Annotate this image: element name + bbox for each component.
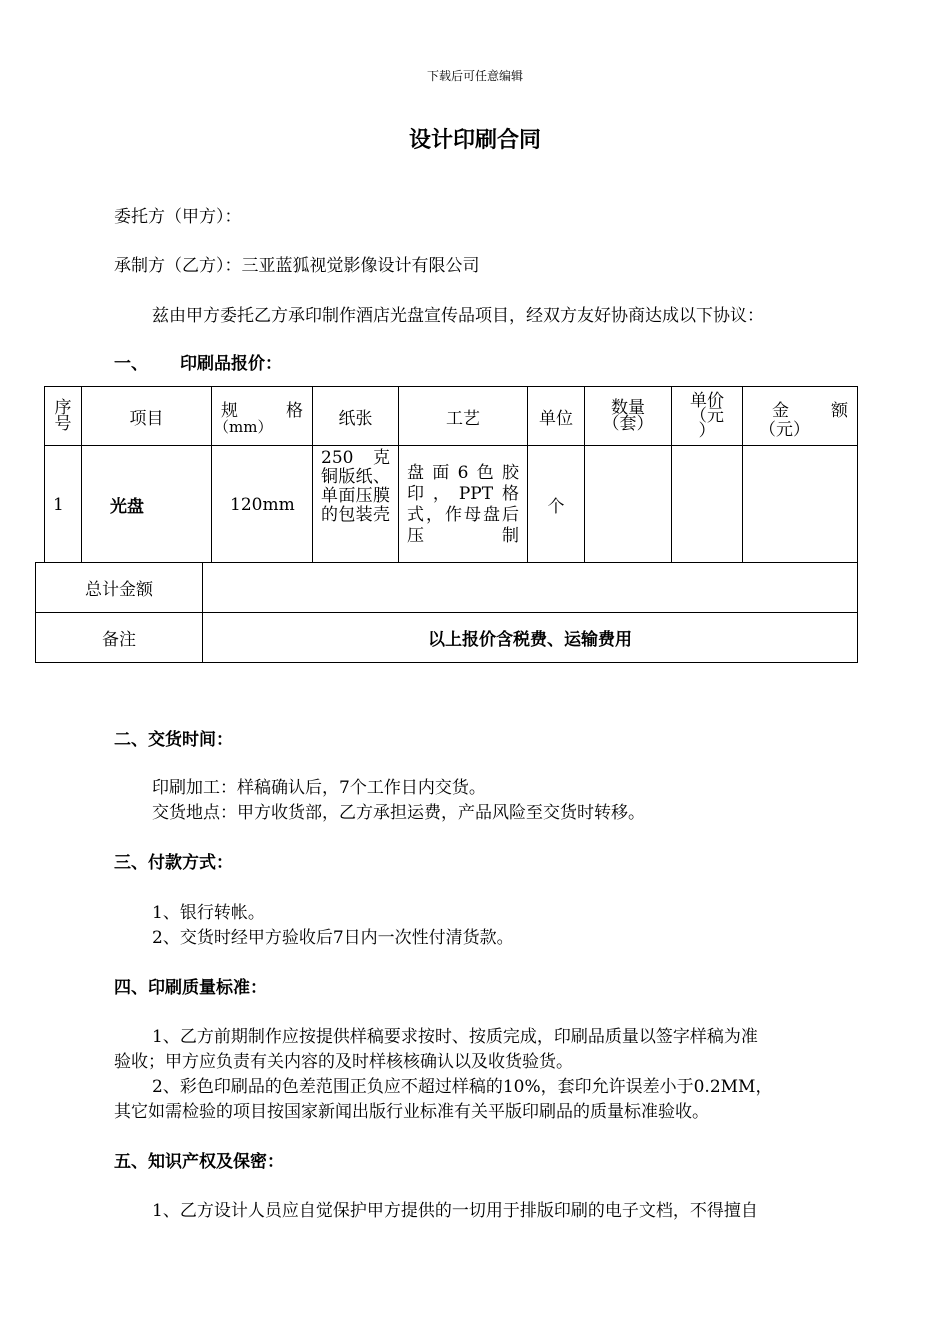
remark-label: 备注 [35,612,203,663]
header-qty [584,386,672,446]
row-craft-text: 盘面6色胶印，PPT格式，作母盘后压制 [407,463,519,546]
section3-line2: 2、交货时经甲方验收后7日内一次性付清货款。 [152,928,514,948]
section1-number: 一、 [114,354,148,374]
section1-heading [114,349,282,374]
intro-paragraph: 兹由甲方委托乙方承印制作酒店光盘宣传品项目，经双方友好协商达成以下协议： [152,306,764,326]
section4-p1-line2: 验收；甲方应负责有关内容的及时样核核确认以及收货验货。 [114,1052,573,1072]
remark-value: 以上报价含税费、运输费用 [202,612,858,663]
header-price-line1: 单价 [690,390,724,411]
row-paper-text: 250 克铜版纸、单面压膜的包装壳 [321,448,390,525]
header-note: 下载后可任意编辑 [426,69,523,83]
row-craft [398,445,528,563]
header-seq-line2: 号 [54,414,72,434]
header-spec-a: 规 [221,401,238,421]
header-paper: 纸张 [312,386,399,446]
section1-title: 印刷品报价： [180,354,282,374]
header-unit: 单位 [527,386,585,446]
total-label: 总计金额 [35,562,203,613]
header-spec [211,386,313,446]
header-item: 项目 [81,386,212,446]
row-spec: 120mm [211,445,313,563]
row-item: 光盘 [81,445,212,563]
section5-p1-line1: 1、乙方设计人员应自觉保护甲方提供的一切用于排版印刷的电子文档，不得擅自 [152,1201,758,1221]
party-a-line: 委托方（甲方）： [114,207,242,227]
header-qty-line1: 数量 [611,398,645,418]
section4-p2-line1: 2、彩色印刷品的色差范围正负应不超过样稿的10%，套印允许误差小于0.2MM， [152,1077,773,1097]
section2-heading: 二、交货时间： [114,730,233,750]
section3-heading: 三、付款方式： [114,853,233,873]
row-qty [584,445,672,563]
header-spec-unit: （mm） [214,418,273,436]
row-seq: 1 [44,445,82,563]
header-price-line2: （元 [690,405,724,426]
section3-line1: 1、银行转帐。 [152,903,265,923]
header-seq [44,386,82,446]
header-amount-a: 金 [772,401,789,421]
header-qty-line2: （套） [602,414,654,434]
row-amount [742,445,858,563]
section4-heading: 四、印刷质量标准： [114,978,267,998]
header-seq-line1: 序 [54,398,72,418]
total-value [202,562,858,613]
header-amount [742,386,858,446]
section5-heading: 五、知识产权及保密： [114,1152,284,1172]
header-spec-b: 格 [286,401,303,421]
header-craft: 工艺 [398,386,528,446]
row-unit: 个 [527,445,585,563]
row-paper [312,445,399,563]
section2-line2: 交货地点：甲方收货部，乙方承担运费，产品风险至交货时转移。 [152,803,645,823]
header-amount-unit: （元） [759,420,810,440]
header-amount-b: 额 [831,401,848,421]
section2-line1: 印刷加工：样稿确认后，7个工作日内交货。 [152,778,486,798]
header-price [671,386,743,446]
header-price-line3: ） [698,420,716,441]
section4-p2-line2: 其它如需检验的项目按国家新闻出版行业标准有关平版印刷品的质量标准验收。 [114,1102,709,1122]
row-price [671,445,743,563]
party-b-line: 承制方（乙方）：三亚蓝狐视觉影像设计有限公司 [114,256,480,276]
section4-p1-line1: 1、乙方前期制作应按提供样稿要求按时、按质完成，印刷品质量以签字样稿为准 [152,1027,758,1047]
page-title: 设计印刷合同 [408,127,541,153]
